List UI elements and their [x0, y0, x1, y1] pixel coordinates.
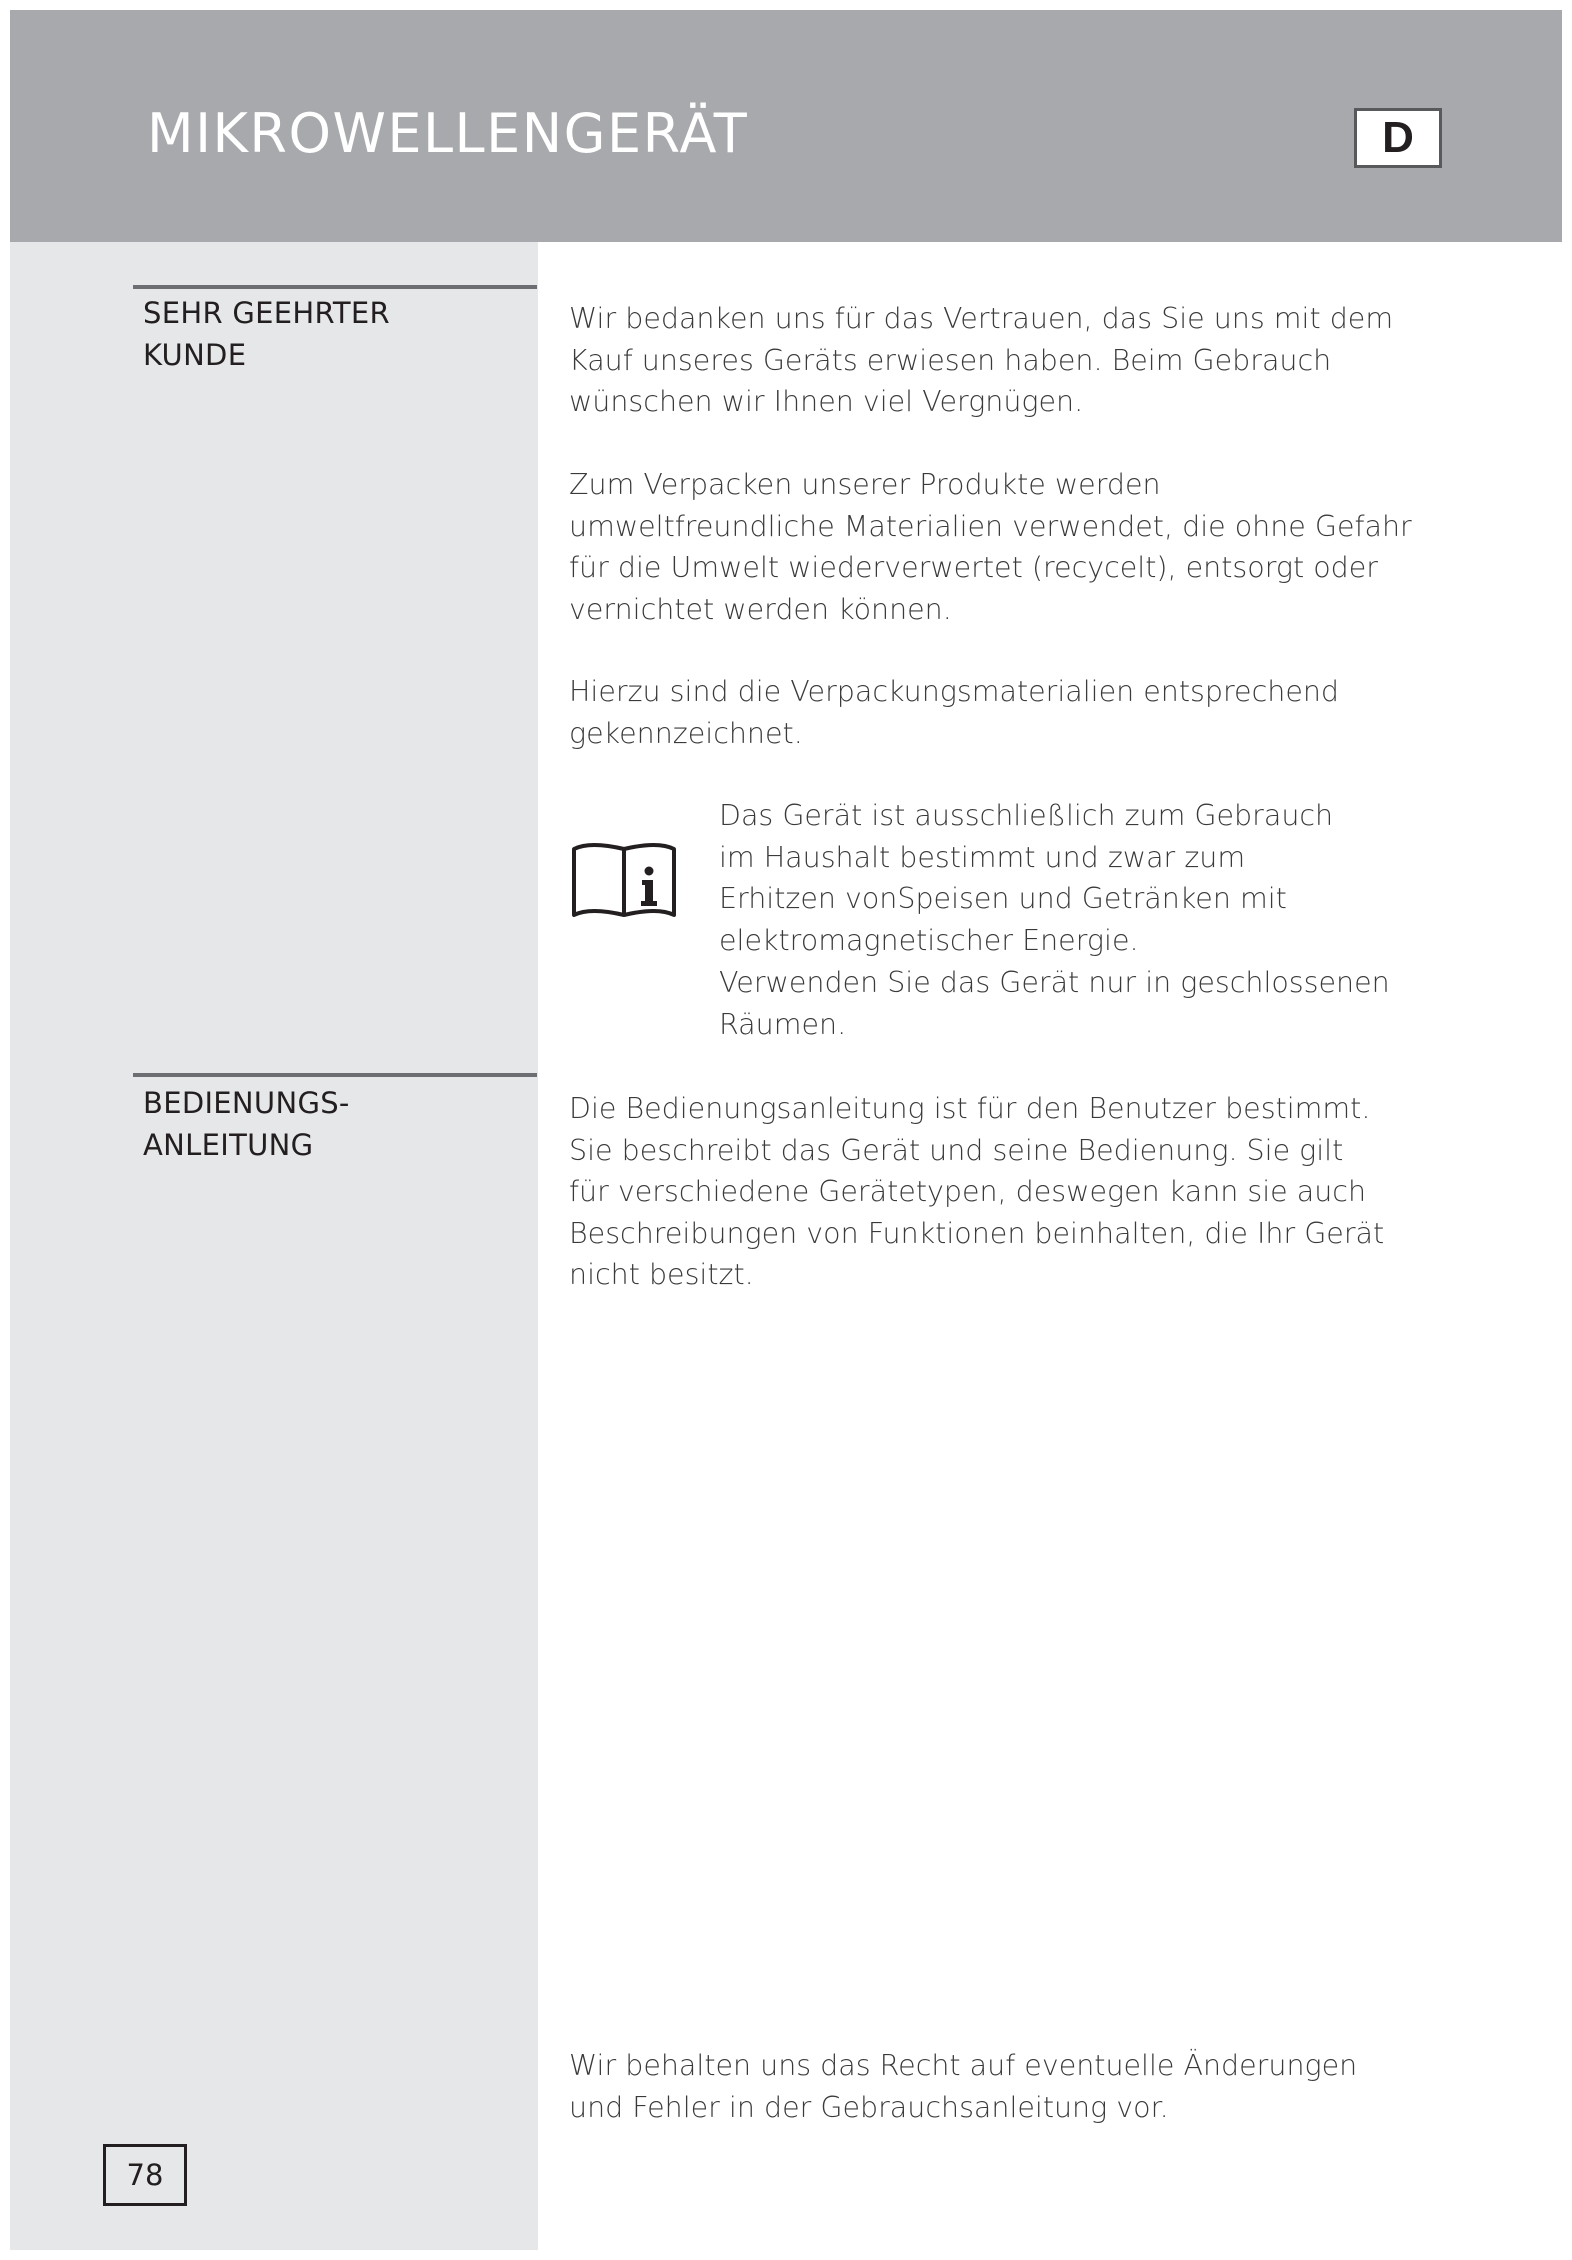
page-title: MIKROWELLENGERÄT	[147, 102, 749, 165]
heading-line: BEDIENUNGS-	[143, 1086, 350, 1120]
text-line: im Haushalt bestimmt und zwar zum	[719, 840, 1246, 874]
text-line: Wir behalten uns das Recht auf eventuelle Änderungen	[569, 2049, 1358, 2082]
text-line: Beschreibungen von Funktionen beinhalten, die Ihr Gerät	[569, 1216, 1385, 1250]
packaging-paragraph	[569, 464, 1469, 630]
welcome-paragraph	[569, 298, 1469, 423]
text-line: Wir bedanken uns für das Vertrauen, das Sie uns mit dem	[569, 302, 1394, 335]
indoor-use-paragraph	[719, 962, 1459, 1045]
text-line: Das Gerät ist ausschließlich zum Gebrauch	[719, 799, 1334, 832]
intended-use-paragraph	[719, 795, 1459, 961]
disclaimer-paragraph	[569, 2045, 1469, 2128]
heading-line: SEHR GEEHRTER	[143, 296, 390, 330]
text-line: elektromagnetischer Energie.	[719, 923, 1139, 957]
page-header	[10, 10, 1562, 242]
manual-info-icon	[570, 835, 678, 921]
text-line: Hierzu sind die Verpackungsmaterialien entsprechend	[569, 675, 1340, 708]
text-line: Erhitzen vonSpeisen und Getränken mit	[719, 882, 1287, 916]
text-line: Verwenden Sie das Gerät nur in geschlossenen	[719, 966, 1390, 999]
heading-line: KUNDE	[143, 338, 247, 372]
language-badge: D	[1354, 108, 1442, 168]
page-number: 78	[103, 2144, 187, 2206]
text-line: Die Bedienungsanleitung ist für den Benutzer bestimmt.	[569, 1092, 1371, 1125]
text-line: nicht besitzt.	[569, 1258, 754, 1292]
heading-line: ANLEITUNG	[143, 1128, 314, 1162]
text-line: Räumen.	[719, 1007, 847, 1041]
marking-paragraph	[569, 671, 1469, 754]
manual-paragraph	[569, 1088, 1469, 1296]
section-heading-manual	[143, 1082, 350, 1166]
text-line: wünschen wir Ihnen viel Vergnügen.	[569, 385, 1084, 419]
section-heading-customer	[143, 292, 390, 376]
text-line: Kauf unseres Geräts erwiesen haben. Beim Gebrauch	[569, 343, 1332, 377]
sidebar	[10, 242, 538, 2250]
section-divider-customer	[133, 285, 537, 289]
text-line: für verschiedene Gerätetypen, deswegen kann sie auch	[569, 1175, 1367, 1209]
text-line: vernichtet werden können.	[569, 592, 952, 626]
text-line: Sie beschreibt das Gerät und seine Bedienung. Sie gilt	[569, 1133, 1344, 1167]
section-divider-manual	[133, 1073, 537, 1077]
text-line: und Fehler in der Gebrauchsanleitung vor.	[569, 2090, 1169, 2124]
text-line: Zum Verpacken unserer Produkte werden	[569, 468, 1161, 501]
text-line: umweltfreundliche Materialien verwendet, die ohne Gefahr	[569, 509, 1412, 543]
text-line: gekennzeichnet.	[569, 716, 803, 750]
text-line: für die Umwelt wiederverwertet (recycelt), entsorgt oder	[569, 551, 1379, 585]
